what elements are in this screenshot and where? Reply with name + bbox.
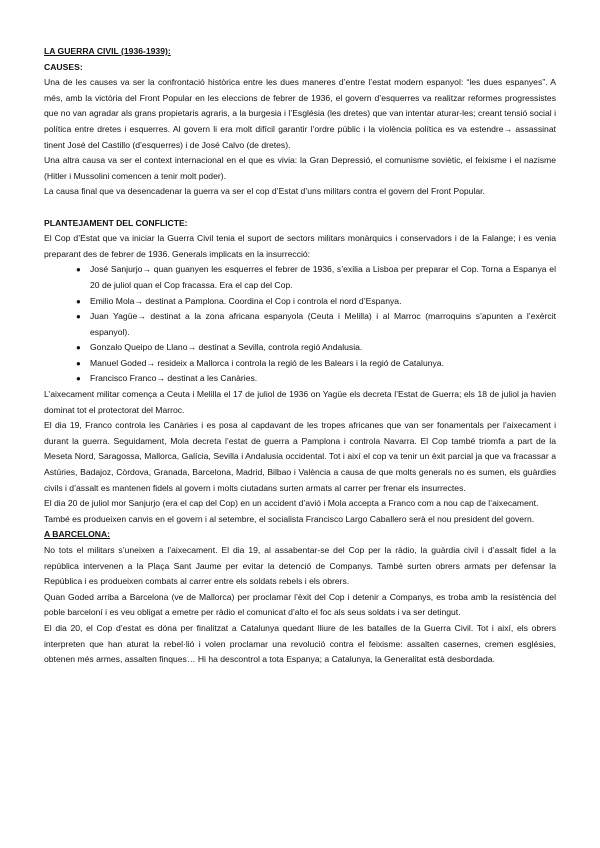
list-item	[76, 309, 556, 340]
barcelona-paragraph: El dia 20, el Cop d’estat es dóna per finalitzat a Catalunya quedant lliure de les batalles de la Guerra Civil. Tot i així, els obrers interpreten que han aturat la rebel·lió i volen proclamar una revolució contra el feixisme: assalten casernes, cremen esglésies, obtenen més armes, assalten finques… Hi ha descontrol a tota Espanya; a Catalunya, la Generalitat està desbordada.	[44, 622, 556, 665]
document-title: LA GUERRA CIVIL (1936-1939):	[44, 46, 171, 56]
generals-list	[44, 262, 556, 387]
causes-section	[44, 60, 556, 200]
plantejament-paragraph: El dia 20 de juliol mor Sanjurjo (era el cap del Cop) en un accident d’avió i Mola accepta a Franco com a nou cap de l’aixecament.	[44, 498, 539, 509]
bullet-icon: ●	[76, 374, 81, 384]
barcelona-paragraph: No tots el militars s’uneixen a l’aixecament. El dia 19, al assabentar-se del Cop per la ràdio, la guàrdia civil i d’assalt fidel a la república intervenen a la Plaça Sant Jaume per evitar la detenció de Companys. També surten obrers armats per defensar la República i es produeixen combats al carrer entre els soldats rebels i els obrers.	[44, 545, 556, 587]
plantejament-intro: El Cop d’Estat que va iniciar la Guerra Civil tenia el suport de sectors militars monàrquics i conservadors i de la Falange; i es venia preparant des de febrer de 1936. Generals implicats en la insurrecció:	[44, 233, 556, 259]
list-item-text: José Sanjurjo→ quan guanyen les esquerres el febrer de 1936, s’exilia a Lisboa per preparar el Cop. Torna a Espanya el 20 de juliol quan el Cop fracassa. Era el cap del Cop.	[90, 264, 556, 290]
list-item	[76, 262, 556, 293]
causes-paragraph: La causa final que va desencadenar la guerra va ser el cop d’Estat d’uns militars contra el govern del Front Popular.	[44, 186, 485, 197]
list-item-text: Francisco Franco→ destinat a les Canàries.	[90, 373, 258, 384]
bullet-icon: ●	[76, 312, 81, 322]
list-item	[76, 294, 556, 310]
list-item	[76, 340, 556, 356]
list-item	[76, 356, 556, 372]
bullet-icon: ●	[76, 358, 81, 368]
list-item-text: Emilio Mola→ destinat a Pamplona. Coordina el Cop i controla el nord d’Espanya.	[90, 295, 402, 306]
plantejament-paragraph: També es produeixen canvis en el govern i al setembre, el socialista Francisco Largo Caballero serà el nou president del govern.	[44, 513, 535, 524]
causes-paragraph: Una altra causa va ser el context internacional en el que es vivia: la Gran Depressió, el comunisme soviètic, el feixisme i el nazisme (Hitler i Mussolini comencen a tenir molt poder).	[44, 155, 556, 181]
barcelona-heading: A BARCELONA:	[44, 529, 111, 540]
plantejament-paragraph: L’aixecament militar comença a Ceuta i Melilla el 17 de juliol de 1936 on Yagüe els decreta l’Estat de Guerra; els 18 de juliol ja havien dominat tot el protectorat del Marroc.	[44, 389, 556, 415]
barcelona-section	[44, 527, 556, 667]
bullet-icon: ●	[76, 343, 81, 353]
causes-heading: CAUSES:	[44, 61, 83, 72]
list-item-text: Gonzalo Queipo de Llano→ destinat a Sevilla, controla regió Andalusia.	[90, 342, 363, 353]
list-item-text: Juan Yagüe→ destinat a la zona africana espanyola (Ceuta i Melilla) i al Marroc (marroquins s’apunten a l’exèrcit espanyol).	[90, 311, 556, 337]
causes-paragraph: Una de les causes va ser la confrontació històrica entre les dues maneres d’entre l’estat modern espanyol: “les dues espanyes”. A més, amb la victòria del Front Popular en les eleccions de febrer de 1936, el govern d’esquerres va realitzar reformes progressistes que no van agradar als grans propietaris agraris, a la burgesia i l’Església (les dretes) que van intentar aturar-les; creant tensió social i política entre dretes i esquerres. Al govern li era molt difícil garantir l’ordre públic i la violència política es va estendre→ assassinat tinent José del Castillo (d’esquerres) i de José Calvo (de dretes).	[44, 77, 556, 150]
list-item-text: Manuel Goded→ resideix a Mallorca i controla la regió de les Balears i la regió de Catalunya.	[90, 357, 444, 368]
plantejament-heading: PLANTEJAMENT DEL CONFLICTE:	[44, 217, 188, 228]
plantejament-paragraph: El dia 19, Franco controla les Canàries i es posa al capdavant de les tropes africanes que van ser fonamentals per l’aixecament i durant la guerra. Seguidament, Mola decreta l’estat de guerra a Pamplona i controla Navarra. El Cop també triomfa a part de la Meseta Nord, Saragossa, Mallorca, Galícia, Sevilla i Andalusia occidental. Tot i així el cop va tenir un èxit parcial ja que va fracassar a Astúries, Badajoz, Còrdova, Granada, Barcelona, Madrid, Bilbao i València a causa de que molts generals no es sumen, els guàrdies civils i d’assalt es mantenen fidels al govern i molts ciutadans surten armats al carrer per frenar els insurrectes.	[44, 420, 556, 493]
list-item	[76, 371, 556, 387]
barcelona-paragraph: Quan Goded arriba a Barcelona (ve de Mallorca) per proclamar l’èxit del Cop i detenir a Companys, es troba amb la resistència del poble barceloní i es veu obligat a emetre per ràdio el comunicat d’alto el foc als seus soldats i va ser detingut.	[44, 591, 556, 618]
bullet-icon: ●	[76, 265, 81, 275]
bullet-icon: ●	[76, 296, 81, 306]
section-gap	[44, 200, 556, 216]
plantejament-section	[44, 216, 556, 528]
